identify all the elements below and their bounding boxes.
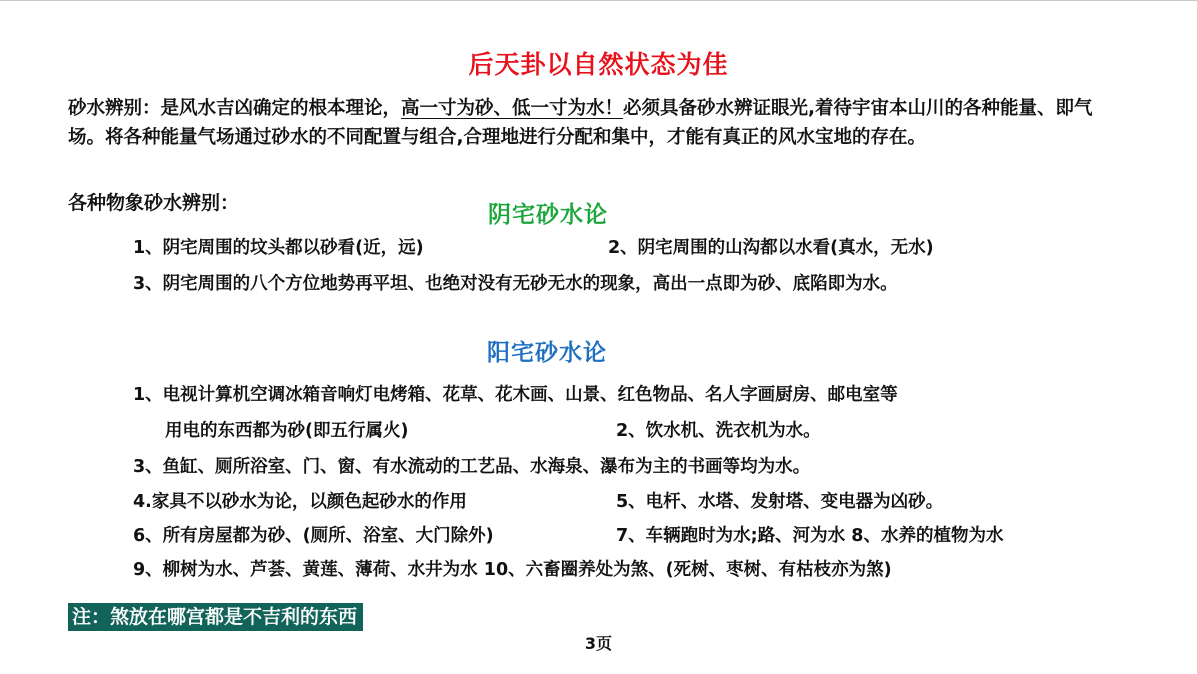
intro-paragraph (68, 94, 1128, 152)
yang-item-9-10: 9、柳树为水、芦荟、黄莲、薄荷、水井为水 10、六畜圈养处为煞、(死树、枣树、有枯枝亦为煞) (133, 560, 892, 580)
yang-item-2: 2、饮水机、洗衣机为水。 (616, 421, 821, 441)
note-banner: 注：煞放在哪宫都是不吉利的东西 (68, 603, 363, 631)
yang-item-6: 6、所有房屋都为砂、(厕所、浴室、大门除外) (133, 526, 494, 546)
yang-item-7-8: 7、车辆跑时为水;路、河为水 8、水养的植物为水 (616, 526, 1004, 546)
yang-item-3: 3、鱼缸、厕所浴室、门、窗、有水流动的工艺品、水海泉、瀑布为主的书画等均为水。 (133, 457, 811, 477)
page-number: 3页 (584, 634, 613, 653)
yin-item-2: 2、阴宅周围的山沟都以水看(真水，无水) (608, 238, 934, 258)
yang-item-4: 4.家具不以砂水为论，以颜色起砂水的作用 (133, 492, 467, 512)
yin-heading: 阴宅砂水论 (488, 202, 608, 228)
intro-underlined-text: 高一寸为砂、低一寸为水！ (401, 98, 624, 119)
intro-text-end: 必须具备砂水辨证眼光,着待宇宙本山川的各种能量、即气场。将各种能量气场通过砂水的不同配置与组合,合理地进行分配和集中，才能有真正的风水宝地的存在。 (68, 98, 1093, 148)
yang-item-5: 5、电杆、水塔、发射塔、变电器为凶砂。 (616, 492, 944, 512)
section-label: 各种物象砂水辨别： (68, 192, 240, 214)
intro-text-start: 砂水辨别：是风水吉凶确定的根本理论， (68, 98, 402, 119)
page-title: 后天卦以自然状态为佳 (468, 50, 729, 79)
yang-item-1-cont: 用电的东西都为砂(即五行属火) (165, 421, 409, 441)
yang-heading: 阳宅砂水论 (487, 340, 607, 366)
yin-item-3: 3、阴宅周围的八个方位地势再平坦、也绝对没有无砂无水的现象，高出一点即为砂、底陷即为水。 (133, 274, 898, 294)
yin-item-1: 1、阴宅周围的坟头都以砂看(近，远) (133, 238, 424, 258)
yang-item-1: 1、电视计算机空调冰箱音响灯电烤箱、花草、花木画、山景、红色物品、名人字画厨房、邮电室等 (133, 385, 898, 405)
